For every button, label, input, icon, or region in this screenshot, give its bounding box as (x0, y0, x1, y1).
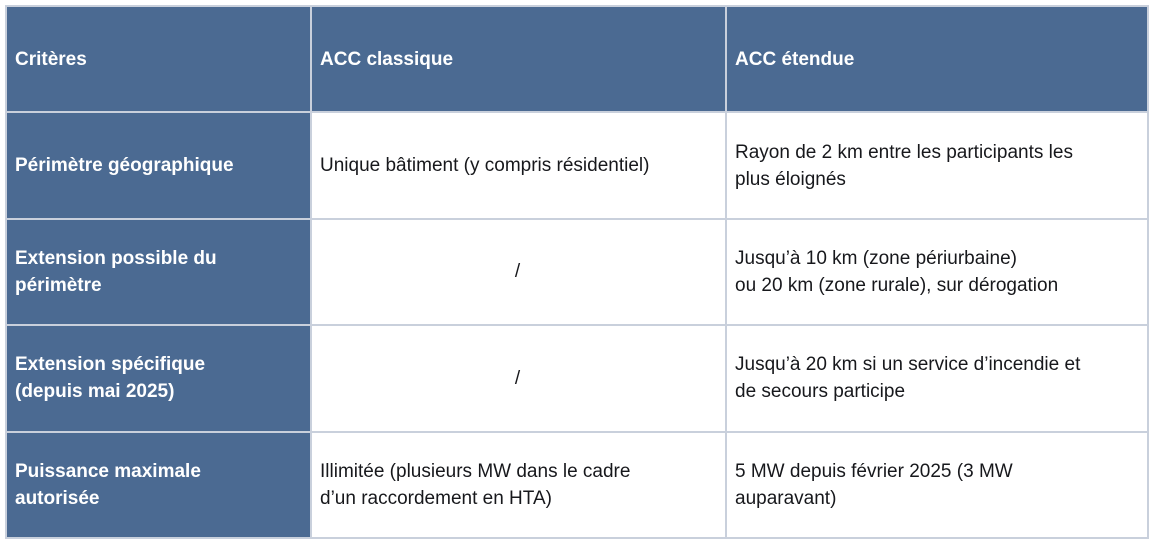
header-criteres: Critères (6, 6, 311, 112)
header-acc-classique: ACC classique (311, 6, 726, 112)
criterion-line: Extension spécifique (15, 354, 206, 376)
classique-line: Unique bâtiment (y compris résidentiel) (320, 155, 650, 177)
cell-etendue (726, 219, 1148, 325)
criterion-line: (depuis mai 2025) (15, 381, 175, 403)
classique-line: / (514, 261, 521, 283)
table-header-row (6, 6, 1148, 112)
table-row (6, 112, 1148, 218)
classique-line: d’un raccordement en HTA) (320, 487, 552, 509)
etendue-line: de secours participe (735, 381, 906, 403)
cell-classique (311, 112, 726, 218)
etendue-line: plus éloignés (735, 168, 846, 190)
row-criterion (6, 432, 311, 538)
classique-line: Illimitée (plusieurs MW dans le cadre (320, 460, 631, 482)
criterion-line: Extension possible du (15, 247, 217, 269)
comparison-table (5, 5, 1149, 539)
criterion-line: autorisée (15, 487, 100, 509)
cell-etendue (726, 432, 1148, 538)
header-acc-etendue: ACC étendue (726, 6, 1148, 112)
row-criterion (6, 219, 311, 325)
cell-classique (311, 219, 726, 325)
row-criterion (6, 325, 311, 431)
classique-line: / (514, 367, 521, 389)
etendue-line: auparavant) (735, 487, 837, 509)
cell-etendue (726, 325, 1148, 431)
etendue-line: Jusqu’à 10 km (zone périurbaine) (735, 247, 1017, 269)
etendue-line: ou 20 km (zone rurale), sur dérogation (735, 274, 1059, 296)
criterion-line: périmètre (15, 274, 102, 296)
row-criterion (6, 112, 311, 218)
criterion-line: Puissance maximale (15, 460, 201, 482)
etendue-line: Rayon de 2 km entre les participants les (735, 141, 1073, 163)
table-row (6, 325, 1148, 431)
cell-classique (311, 432, 726, 538)
etendue-line: Jusqu’à 20 km si un service d’incendie et (735, 354, 1081, 376)
criterion-line: Périmètre géographique (15, 155, 234, 177)
table-row (6, 432, 1148, 538)
table-row (6, 219, 1148, 325)
etendue-line: 5 MW depuis février 2025 (3 MW (735, 460, 1013, 482)
cell-etendue (726, 112, 1148, 218)
cell-classique (311, 325, 726, 431)
